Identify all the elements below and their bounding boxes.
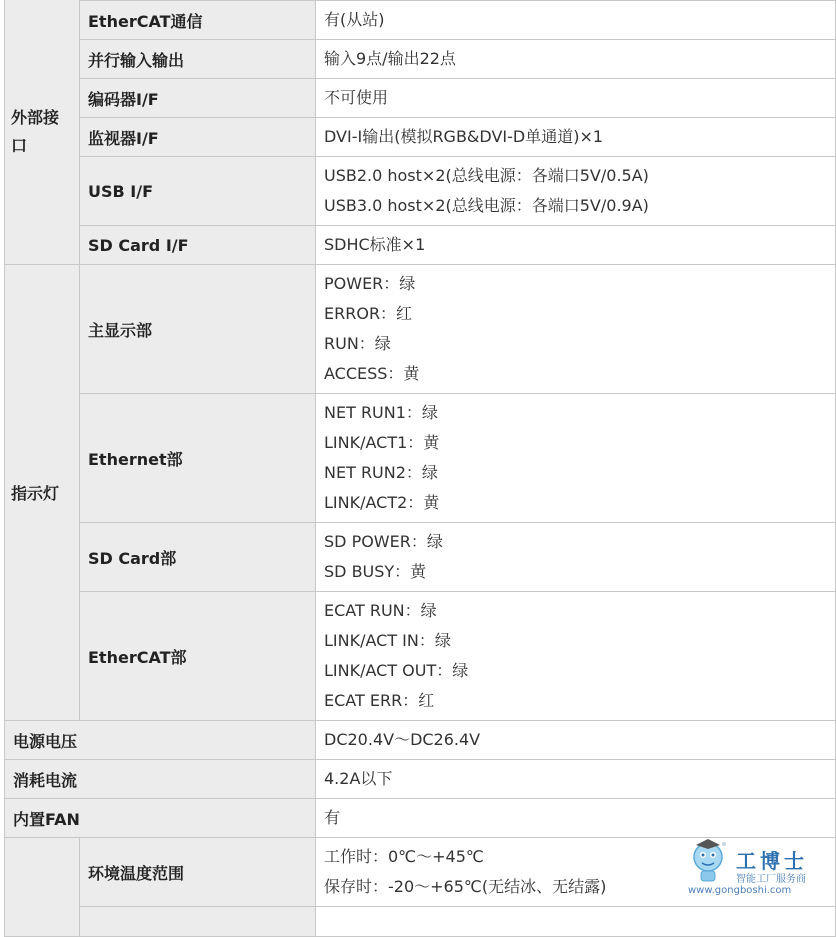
value-line: LINK/ACT1：黄 [324,433,440,452]
value-line: POWER：绿 [324,274,416,293]
watermark-brand: 工博士 [736,849,808,873]
row-value [316,394,836,523]
table-row [5,79,836,118]
value-line: SD POWER：绿 [324,532,443,551]
value-line: SDHC标准×1 [324,235,426,254]
value-line: 有 [324,808,341,827]
value-line: 输入9点/输出22点 [324,49,456,68]
row-value [316,118,836,157]
group-label: 外部接口 [11,107,60,155]
row-value [316,265,836,394]
value-line: 4.2A以下 [324,769,393,788]
value-line: DVI-I输出(模拟RGB&DVI-D单通道)×1 [324,127,604,146]
row-label: EtherCAT通信 [80,1,316,40]
row-value [316,40,836,79]
group-indicator [5,265,80,721]
row-value [316,760,836,799]
table-row [5,157,836,226]
value-line: NET RUN1：绿 [324,403,438,422]
row-label: 电源电压 [5,721,316,760]
row-label: Ethernet部 [80,394,316,523]
row-label: USB I/F [80,157,316,226]
value-line: 工作时：0℃～+45℃ [324,847,484,866]
row-value [316,721,836,760]
row-label: 消耗电流 [5,760,316,799]
row-value-blank [316,907,836,937]
row-value [316,799,836,838]
spec-table [4,0,836,937]
group-external-interface [5,0,80,265]
row-label: SD Card I/F [80,226,316,265]
group-label: 指示灯 [11,484,60,503]
row-label: SD Card部 [80,523,316,592]
table-row [5,394,836,523]
value-line: 不可使用 [324,88,389,107]
table-row [5,907,836,937]
row-label: 监视器I/F [80,118,316,157]
row-value [316,523,836,592]
value-line: USB3.0 host×2(总线电源：各端口5V/0.9A) [324,196,649,215]
value-line: RUN：绿 [324,334,391,353]
value-line: 保存时：-20～+65℃(无结冰、无结露) [324,877,607,896]
table-row [5,592,836,721]
row-label-blank [80,907,316,937]
value-line: ERROR：红 [324,304,413,323]
table-row [5,40,836,79]
watermark-url: www.gongboshi.com [688,885,792,896]
table-row [5,265,836,394]
row-value [316,226,836,265]
row-value [316,79,836,118]
value-line: ECAT RUN：绿 [324,601,437,620]
table-row [5,523,836,592]
row-label: 主显示部 [80,265,316,394]
value-line: NET RUN2：绿 [324,463,438,482]
value-line: ACCESS：黄 [324,364,420,383]
row-value [316,1,836,40]
value-line: LINK/ACT IN：绿 [324,631,451,650]
watermark [686,837,826,897]
row-label: 环境温度范围 [80,838,316,907]
table-row [5,118,836,157]
watermark-subtitle: 智能工厂服务商 [736,874,806,885]
table-row [5,721,836,760]
row-label: 并行输入输出 [80,40,316,79]
table-row [5,226,836,265]
group-environment [5,838,80,937]
table-row [5,760,836,799]
value-line: DC20.4V～DC26.4V [324,730,481,749]
value-line: LINK/ACT2：黄 [324,493,440,512]
row-label: 内置FAN [5,799,316,838]
row-label: 编码器I/F [80,79,316,118]
value-line: LINK/ACT OUT：绿 [324,661,469,680]
value-line: USB2.0 host×2(总线电源：各端口5V/0.5A) [324,166,649,185]
row-label: EtherCAT部 [80,592,316,721]
row-value [316,592,836,721]
row-value [316,157,836,226]
value-line: 有(从站) [324,10,385,29]
table-row [5,799,836,838]
value-line: SD BUSY：黄 [324,562,427,581]
value-line: ECAT ERR：红 [324,691,435,710]
table-row [5,1,836,40]
robot-mascot-icon [686,837,732,885]
